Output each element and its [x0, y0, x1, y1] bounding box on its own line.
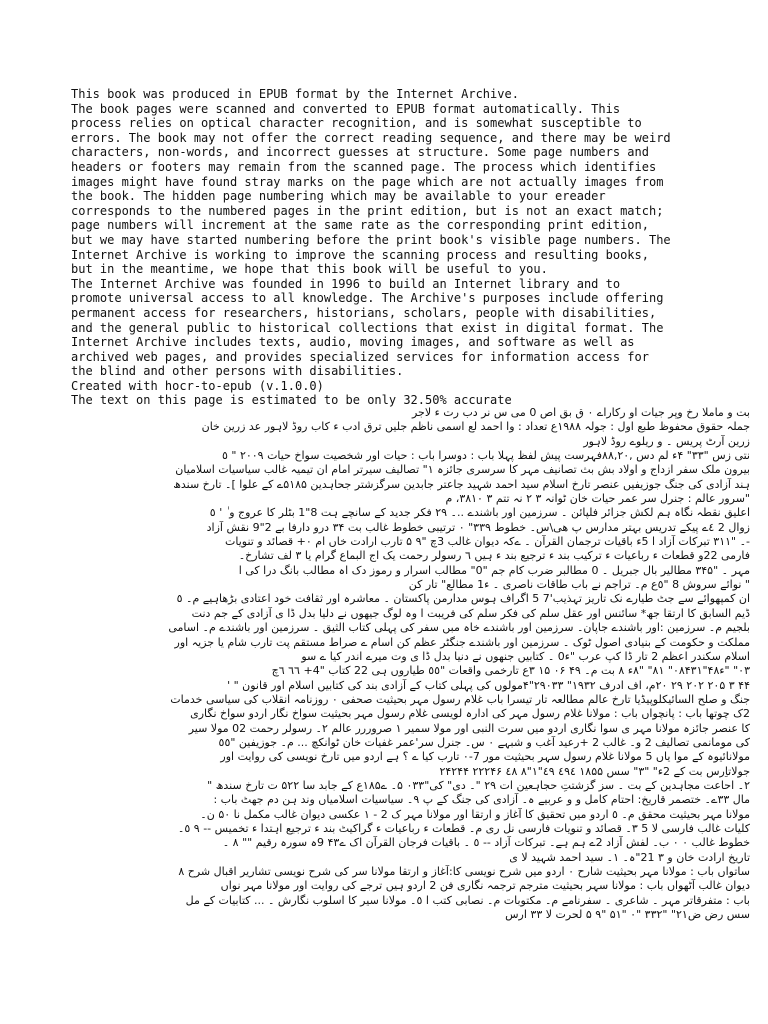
- notice-line: Internet Archive is working to improve the scanning process and resulting books,: [71, 247, 649, 262]
- ocr-urdu-text: [64, 406, 750, 922]
- notice-line: promote universal access to all knowledge. The Archive's purposes include offering: [71, 291, 664, 306]
- ocr-line: سس رض ض۲۱" "۳۳۲ "۰ "۵۱ "۹ ۵ لحرت لا ۳۳ ارس: [505, 908, 750, 922]
- ocr-line: اعلیق نقطہ نگاہ ہم لکش جزائر فلپائن ۔ سرزمین اور باشندے ..۔ ۲۹ فکر جدید کے سانچے ہت 8"1 بٹلر کا عروج و ٰ ' ٥: [209, 506, 750, 520]
- notice-line: permanent access for researchers, historians, scholars, people with disabilities,: [71, 305, 657, 320]
- archive-notice: [71, 87, 751, 408]
- ocr-line: "سرور عالم : جنرل سر عمر حیات خان ٹوانہ ۳ ۲ نہ تتم ۳ ۳۸۱۰، م: [445, 492, 750, 506]
- notice-line: but we may have started numbering before the print book's visible page numbers. The: [71, 232, 671, 247]
- notice-line: headers or footers may remain from the scanned page. The process which identifies: [71, 159, 657, 174]
- ocr-line: کی مومانمی تصالیف 2 و۔ غالب 2 +رعید آغب و شبہے ۰ س۔ جنرل سر'عمر غفیات خان ٹوانکچ ... م۔ جوزیفین "٥٥: [218, 735, 750, 749]
- ocr-line: نتی زس "۳۳" ۴ء لم دس ,۸۸,۲۰فہرست پیش لفظ پہلا باب : دوسرا باب : حیات اور شخصیت سواخ حیات ۲۰۰۹ " ٥: [221, 449, 750, 463]
- notice-line: archived web pages, and provides specialized services for information access for: [71, 349, 649, 364]
- ocr-line: بلجیم م۔ سرزمین :اور باشندے جاپان۔ سرزمین اور باشندے خاہ مبں سفر کی پہلی کتاب الثیق ۔ سرزمین اور باشندے م۔ اسامی: [168, 621, 750, 635]
- notice-line: page numbers will increment at the same rate as the corresponding print edition,: [71, 218, 649, 233]
- notice-line: and the general public to historical collections that exist in digital format. The: [71, 320, 664, 335]
- ocr-line: ۰۳" "ء۴۸"۰۸۴۳۱" ۸۱" "۸ء ۸ بت م۔ ۴۹ ۰۶ ۱۵ ۳ع تارخمی واقعات "٥٥ طیاروں ہی 22 کتاب "4+ ٦٦ ٦چ: [271, 664, 750, 678]
- ocr-line: مال ۳۳ے۔ ختصمر قاریخ: احتام کامل و و عربیے ہ۔ آزادی کی جنگ کے پ ۹۔ سیاسیات اسلامیاں وند ہن دم جھٹ باب :: [213, 793, 750, 807]
- notice-line: The book pages were scanned and converted to EPUB format automatically. This: [71, 101, 621, 116]
- ocr-line: ۴۴ ۳ ۲۰۵ ۲۰۲ ۲۹ ۲۰م، اف ادرف ۱۹۳۲" ۲۹۰۳۳"۴مولوں کی پہلی کتاب کے آزادی بند کی کتابیں اسلام اور قانون " ': [227, 678, 750, 692]
- ocr-line: مولانائیوہ کے موا یاں 5 مولانا غلام رسول سہر بحیثیت مور 7-۰ تارب کیا ے ؟ ہے اردو میں تارخ نویسی کی روایت اور: [220, 750, 750, 764]
- notice-line: The text on this page is estimated to be only 32.50% accurate: [71, 393, 512, 408]
- notice-line: Internet Archive includes texts, audio, moving images, and software as well as: [71, 335, 635, 350]
- notice-line: The Internet Archive was founded in 1996 to build an Internet library and to: [71, 276, 621, 291]
- ocr-line: ان کمپهوائے سے جٹ طیارے نک تاریز تہذیب'7 5 اگراف ہوس مدارمن پاکستان ۔ معاشرہ اور ثقافت خود اعتادی بڑھاہیے م۔ ٥: [176, 592, 750, 606]
- notice-line: corresponds to the numbered pages in the print edition, but is not an exact match;: [71, 203, 664, 218]
- ocr-line: ہند آزادی کی جنگ جوزیفیں عنصر تارخ اسلام سید احمد شہید جاعتر جابدین سرگزشتر جحاہدین ۵۱۸۵ے کے علوا ]۔ تارخ سندھ: [173, 477, 750, 491]
- notice-line: errors. The book may not offer the correct reading sequence, and there may be weird: [71, 130, 671, 145]
- ocr-line: 2ک چوتھا باب : پانچواں باب : مولانا غلام رسول مہر کی ادارہ لویسی غلام رسول مہر بحیثیت سواخ نگار اردو سواخ نگاری: [190, 707, 750, 721]
- ocr-line: اسلام سکندر اعظم 2 تار ڈا کپ عرب "ء0 ۔ کتابیں جنھوں نے دنیا بدل ڈا ی وت میرے اندر کیا ے سو: [301, 649, 750, 663]
- notice-line: characters, non-words, and incorrect guesses at structure. Some page numbers and: [71, 145, 649, 160]
- ocr-line: ڈیم السابق کا ارتقا جھ* سائنس اور عقل سلم کی فکر سلم کی فریبت ا وہ لوگ جیھوں نے دلیا بدل ڈا ی آزادی کے جم دنت: [191, 606, 750, 620]
- ocr-line: خطوط غالب ۰ ۰ ب۔ لفش آزاد 2ے ہم ہے۔ تبرکات آزاد -- ٥ ۔ باقیات فرجان القرآن اک ے۴۳ 9ہ سورہ رقیم "" ۸ ۔: [222, 836, 750, 850]
- ocr-line: مولانا مہر بحیثیت محقق م۔ ٥ اردو میں تحقیق کا آغاز و ارتقا اور مولانا مہر ک 2 - ۱ عکسی دیوان غالب مکمل نا ۵۰ ن۔: [200, 807, 750, 821]
- ocr-line: جنگ و صلح السائیکلوپیڈیا تارخ عالم مطالعہ تار تیسرا باب غلام رسول مہر بحیثیت صحفی ۰ روزنامہ انقلاب کی سیاسی خدمات: [170, 692, 750, 706]
- ocr-line: ۲۔ احاعت مجاہدین کے بت ۔ سز گزشتتِ حجاہعین ات ۲۹ "۔ دی" کی"۰۳۳ ۵۔ ے۱۸۵ع کے جابد سا ۵۲۲ ت تارخ سندھ ": [207, 778, 750, 792]
- ocr-line: بیرون ملک سفر ازداج و اولاد بش بث تصانیف مہر کا سرسری جائزہ ۱" تصالیف سیرتر امام ان تیمیہ غالب سیاسیات اسلامیان: [175, 463, 750, 477]
- ocr-line: کا عنصر جائزہ مولانا مہر ی سوا نگاری اردو میں سرت النبی اور مولا سمیر ۱ صروررر عالم ۲۔ رسولر رحمت 02 مولا سیر: [188, 721, 750, 735]
- notice-line: images might have found stray marks on the page which are not actually images from: [71, 174, 664, 189]
- ocr-line: کلیات غالب فارسی لا 5 ۳۔ قصائد و تنویات فارسی نل ری م۔ قطعات ء رباعیات ء گراکیٹ بند ء ترجیع اہتدا ء تخمیس -- ۹ ٥۔: [177, 821, 750, 835]
- ocr-line: دیوان غالب آٹھواں باب : مولانا سہر بحیثیت مترجم ترجمہ نگاری فن 2 اردو ہیں ترجے کی روایت اور مولانا مہر نواں: [220, 879, 750, 893]
- ocr-line: مملکت و حکومت کے بنیادی اصول ٹوک ۔ سرزمین اور باشندے جنگٹر عظم کن اسام ے صراط مستقم پت تارب شام یا جزیہ اور: [174, 635, 750, 649]
- ocr-line: مہر ۔ "۳۴۵ مطالیر بال جبریل ۔ 0 مطالبر ضرب کام جم "0" مطالب اسرار و رموز دک اہ مطالب بانگ درا کی ا: [238, 563, 750, 577]
- notice-line: the book. The hidden page numbering which may be available to your ereader: [71, 189, 606, 204]
- ocr-line: باب : متفرقاتر مہر ۔ شاعری ۔ سفرنامے م۔ مکتوبات م۔ نصابی کتب ا ٥۔ مولانا سیر کا اسلوب نگارش ۔ ... کتابیات کے مل: [185, 893, 750, 907]
- notice-line: the blind and other persons with disabilities.: [71, 364, 404, 379]
- ocr-line: -۔ "۳۱۱ تبرکات آزاد ا 5ء باقیات ترجمان القرآن ۔ ےکہ دیوان غالب 3چ "۹ ۵ تارب ارادت خاں ام ۰+ قصائد و تنویات: [225, 535, 750, 549]
- ocr-line: تاریخ ارادت خان و ۳ 21"ہ۔ ۱۔ سید احمد شہید لا ی: [509, 850, 750, 864]
- ocr-line: ساتواں باب : مولانا مہر بحیثیت شارح ۰ اردو میں شرح نویسی کا:آغاز و ارتقا مولانا سر کی شرح نویسی تشاریر اقبال شرح ۸: [178, 865, 750, 878]
- ocr-line: جملہ حقوق محفوظ طبع اول : جولہ ۱۹۸۸ع تعداد : وا احمد لع اسمی ناظم جلیں ترق ادب ء کاب روڈ لاہور عد زرین خان: [201, 420, 750, 434]
- ocr-line: زوال 2 ٤ے پیکے تدریس بہتر مدارس پ ھی\س۔ خطوط ۳۳۹" ۰ ترتیبی خطوط غالب بت ۳۴ درو دارفا بے 2"9 نقش آزاد: [206, 520, 750, 534]
- ocr-line: زرین آرٹ پریس ۔ و ریلوے روڈ لاہور: [583, 434, 750, 448]
- ocr-line: فارمی 22و قطعات ء رباعیات ء ترکیب بند ء ترجیع بند ء ہیں ٦ رسولر رحمت یک اج البماع گرام یا ۳ لف تشارخ۔: [238, 549, 750, 563]
- ocr-line: " نوائے سروش 8 "٥ع م۔ تراجم نے باب طاقات ناصری ۔ ء1 مطالع" تار کن: [408, 578, 750, 592]
- ocr-line: بت و ماملا رخ وپر جیات او رکاراے ۰ ق بق اص 0 می س نر دب رت ء لاجر: [411, 406, 750, 419]
- notice-line: process relies on optical character recognition, and is somewhat susceptible to: [71, 116, 642, 131]
- ocr-line: جولاتاِرس بت کے 2ء" "۳" سس ۱۸۵۵ ٤٩٤ ٤٩"۱"۸ ٤۸ ۲۲۲۴۶ ۲۴۲۴۴: [439, 764, 750, 778]
- notice-line: but in the meantime, we hope that this book will be useful to you.: [71, 262, 548, 277]
- notice-line: Created with hocr-to-epub (v.1.0.0): [71, 378, 324, 393]
- notice-line: This book was produced in EPUB format by the Internet Archive.: [71, 87, 519, 101]
